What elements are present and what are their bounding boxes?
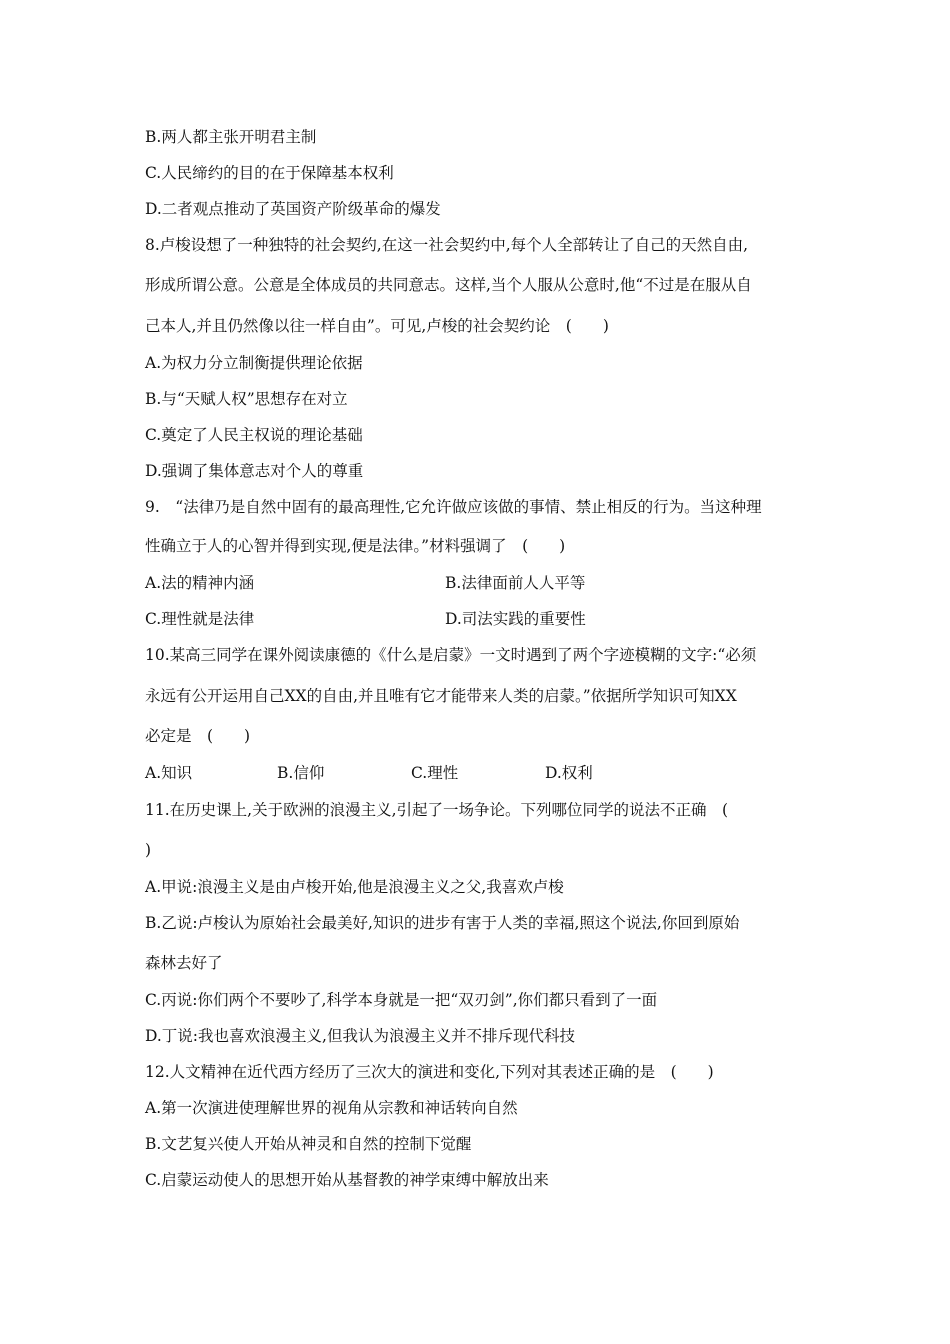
q9-option-b: B.法律面前人人平等 — [445, 574, 586, 592]
q7-option-d: D.二者观点推动了英国资产阶级革命的爆发 — [145, 200, 441, 218]
q7-option-b: B.两人都主张开明君主制 — [145, 128, 317, 146]
q10-stem-line-3: 必定是 ( ) — [145, 727, 251, 745]
q8-stem-line-1: 8.卢梭设想了一种独特的社会契约,在这一社会契约中,每个人全部转让了自己的天然自由, — [145, 236, 749, 254]
q11-option-b-line-2: 森林去好了 — [145, 954, 223, 972]
q11-stem-line-2: ) — [145, 841, 152, 859]
q10-stem-line-2: 永远有公开运用自己XX的自由,并且唯有它才能带来人类的启蒙。”依据所学知识可知XX — [145, 687, 737, 705]
q9-option-d: D.司法实践的重要性 — [445, 610, 586, 628]
q11-option-c: C.丙说:你们两个不要吵了,科学本身就是一把“双刃剑”,你们都只看到了一面 — [145, 991, 658, 1009]
q8-stem-line-3: 己本人,并且仍然像以往一样自由”。可见,卢梭的社会契约论 ( ) — [145, 317, 609, 335]
q8-option-b: B.与“天赋人权”思想存在对立 — [145, 390, 348, 408]
q7-option-c: C.人民缔约的目的在于保障基本权利 — [145, 164, 394, 182]
q8-option-c: C.奠定了人民主权说的理论基础 — [145, 426, 363, 444]
q9-stem-line-1: 9. “法律乃是自然中固有的最高理性,它允许做应该做的事情、禁止相反的行为。当这种理 — [145, 498, 762, 516]
q11-option-a: A.甲说:浪漫主义是由卢梭开始,他是浪漫主义之父,我喜欢卢梭 — [145, 878, 564, 896]
q12-option-c: C.启蒙运动使人的思想开始从基督教的神学束缚中解放出来 — [145, 1171, 549, 1189]
q11-option-d: D.丁说:我也喜欢浪漫主义,但我认为浪漫主义并不排斥现代科技 — [145, 1027, 575, 1045]
q8-option-a: A.为权力分立制衡提供理论依据 — [145, 354, 363, 372]
q10-option-d: D.权利 — [545, 764, 593, 782]
q12-stem-line-1: 12.人文精神在近代西方经历了三次大的演进和变化,下列对其表述正确的是 ( ) — [145, 1063, 714, 1081]
q9-option-c: C.理性就是法律 — [145, 610, 255, 628]
q10-option-b: B.信仰 — [277, 764, 325, 782]
q10-option-a: A.知识 — [145, 764, 193, 782]
q12-option-a: A.第一次演进使理解世界的视角从宗教和神话转向自然 — [145, 1099, 518, 1117]
q12-option-b: B.文艺复兴使人开始从神灵和自然的控制下觉醒 — [145, 1135, 472, 1153]
q8-stem-line-2: 形成所谓公意。公意是全体成员的共同意志。这样,当个人服从公意时,他“不过是在服从自 — [145, 276, 752, 294]
q10-option-c: C.理性 — [411, 764, 459, 782]
q9-option-a: A.法的精神内涵 — [145, 574, 255, 592]
q11-stem-line-1: 11.在历史课上,关于欧洲的浪漫主义,引起了一场争论。下列哪位同学的说法不正确 ( — [145, 801, 729, 819]
q11-option-b-line-1: B.乙说:卢梭认为原始社会最美好,知识的进步有害于人类的幸福,照这个说法,你回到原始 — [145, 914, 740, 932]
q9-stem-line-2: 性确立于人的心智并得到实现,便是法律。”材料强调了 ( ) — [145, 537, 566, 555]
q10-stem-line-1: 10.某高三同学在课外阅读康德的《什么是启蒙》一文时遇到了两个字迹模糊的文字:“必须 — [145, 646, 757, 664]
q8-option-d: D.强调了集体意志对个人的尊重 — [145, 462, 364, 480]
